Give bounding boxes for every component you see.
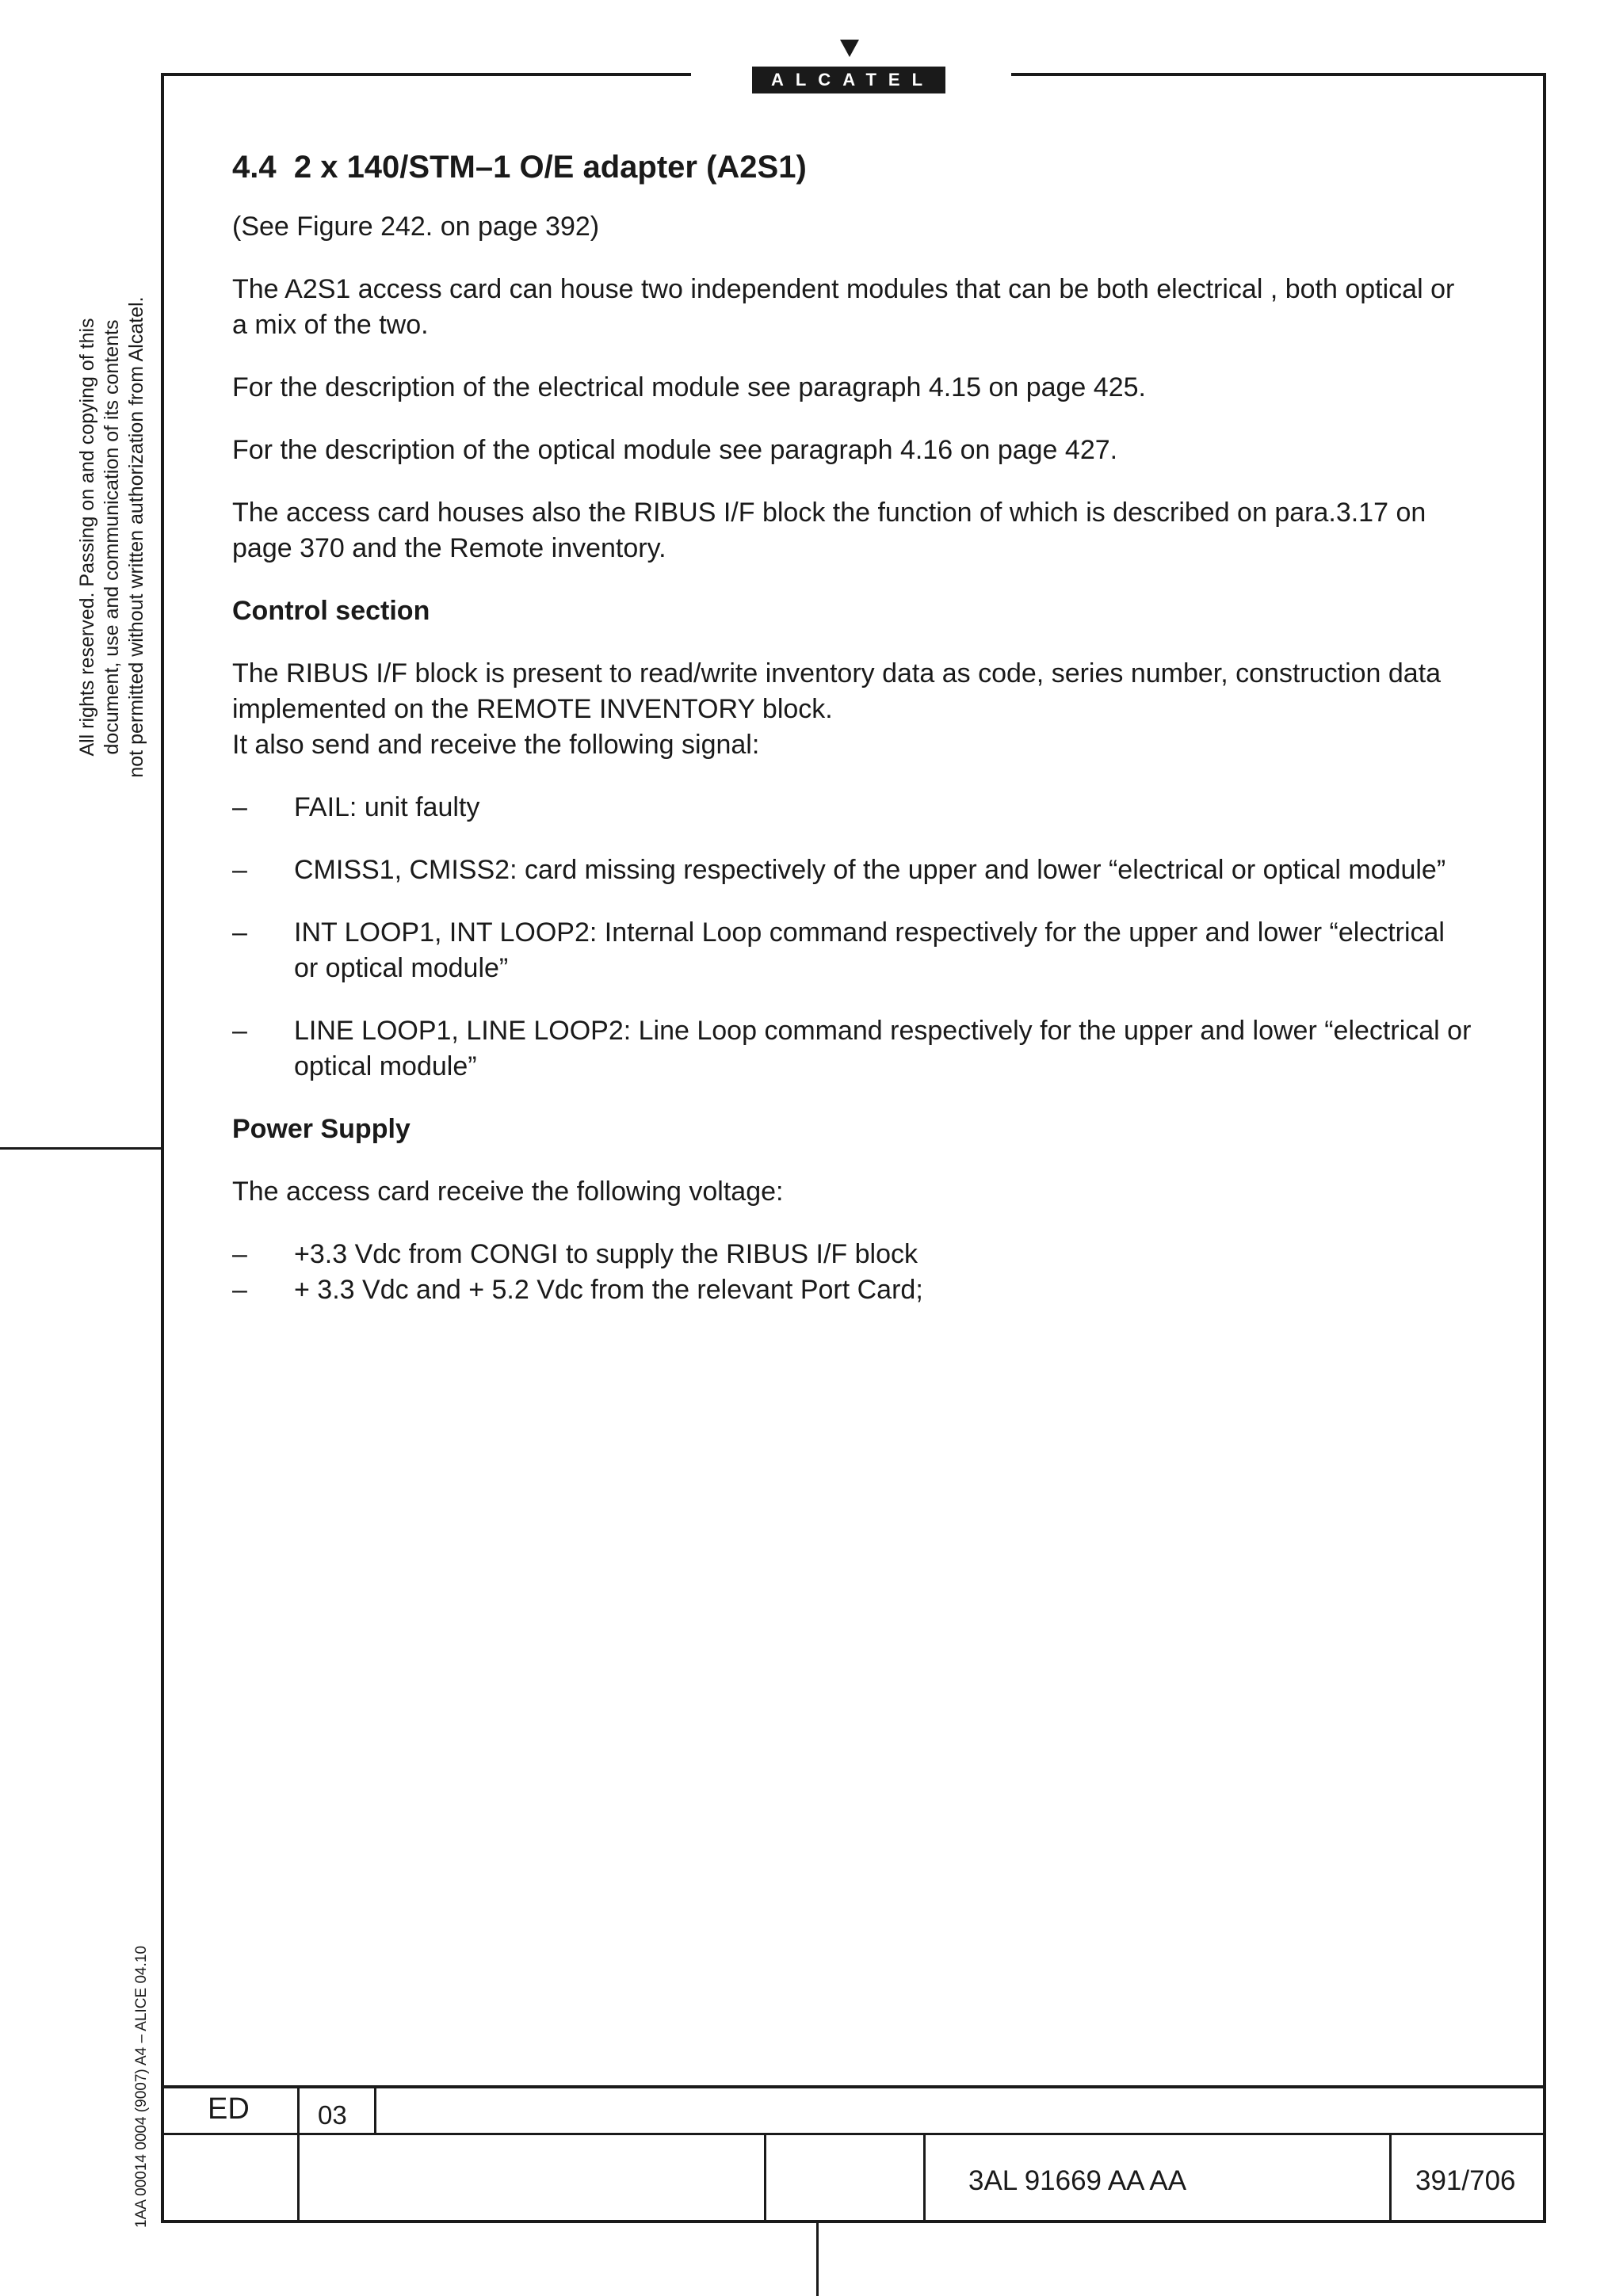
alcatel-logo bbox=[752, 67, 945, 93]
list-item-text: CMISS1, CMISS2: card missing respectively of the upper and lower “electrical or optical module” bbox=[294, 855, 1446, 885]
page-number: 391/706 bbox=[1415, 2165, 1516, 2196]
dash-bullet: – bbox=[232, 1016, 247, 1046]
bottom-center-mark bbox=[816, 2223, 819, 2296]
list-item-text: FAIL: unit faulty bbox=[294, 792, 480, 822]
logo-text: ALCATEL bbox=[770, 70, 935, 90]
footer-top-rule bbox=[161, 2085, 1546, 2088]
footer-mid-rule bbox=[161, 2133, 1546, 2135]
list-item bbox=[232, 790, 1473, 826]
list-item-text: + 3.3 Vdc and + 5.2 Vdc from the relevant Port Card; bbox=[294, 1275, 923, 1305]
section-number: 4.4 bbox=[232, 150, 277, 185]
frame-left bbox=[161, 73, 164, 2223]
main-content bbox=[232, 139, 1473, 1308]
control-text-line: The RIBUS I/F block is present to read/write inventory data as code, series number, construction data implemented on the REMOTE INVENTORY block. bbox=[232, 658, 1442, 724]
form-code: 1AA 00014 0004 (9007) A4 – ALICE 04.10 bbox=[133, 1945, 150, 2228]
section-heading bbox=[232, 147, 1473, 187]
frame-top-right bbox=[1011, 73, 1546, 76]
copyright-line: document, use and communication of its contents bbox=[101, 319, 123, 755]
section-title: 2 x 140/STM–1 O/E adapter (A2S1) bbox=[293, 150, 807, 185]
footer-divider-3 bbox=[923, 2133, 926, 2222]
power-supply-intro: The access card receive the following voltage: bbox=[232, 1177, 784, 1207]
copyright-line: not permitted without written authorization from Alcatel. bbox=[125, 296, 147, 778]
edition-label: ED bbox=[208, 2092, 250, 2126]
frame-top-left bbox=[161, 73, 691, 76]
footer-divider-ed bbox=[374, 2085, 376, 2134]
control-paragraph bbox=[232, 656, 1473, 763]
copyright-notice bbox=[75, 268, 149, 807]
list-item bbox=[232, 1272, 1473, 1308]
list-item bbox=[232, 852, 1473, 888]
edition-value: 03 bbox=[318, 2100, 347, 2130]
ribus-paragraph: The access card houses also the RIBUS I/F block the function of which is described on para.3.17 on page 370 and the Remote inventory. bbox=[232, 498, 1426, 563]
frame-right bbox=[1543, 73, 1546, 2223]
dash-bullet: – bbox=[232, 1239, 247, 1269]
intro-paragraph: The A2S1 access card can house two independent modules that can be both electrical , both optical or a mix of the two. bbox=[232, 274, 1455, 340]
dash-bullet: – bbox=[232, 792, 247, 822]
dash-bullet: – bbox=[232, 917, 247, 948]
copyright-line: All rights reserved. Passing on and copying of this bbox=[76, 318, 98, 757]
optical-reference: For the description of the optical module see paragraph 4.16 on page 427. bbox=[232, 435, 1118, 465]
list-item-text: LINE LOOP1, LINE LOOP2: Line Loop command respectively for the upper and lower “electrical or optical module” bbox=[294, 1016, 1472, 1081]
electrical-reference: For the description of the electrical module see paragraph 4.15 on page 425. bbox=[232, 372, 1146, 402]
list-item bbox=[232, 1013, 1473, 1085]
figure-reference: (See Figure 242. on page 392) bbox=[232, 212, 600, 242]
dash-bullet: – bbox=[232, 855, 247, 885]
list-item bbox=[232, 1237, 1473, 1272]
list-item-text: +3.3 Vdc from CONGI to supply the RIBUS I/F block bbox=[294, 1239, 918, 1269]
footer-divider-1 bbox=[297, 2085, 300, 2222]
list-item-text: INT LOOP1, INT LOOP2: Internal Loop command respectively for the upper and lower “electrical or optical module” bbox=[294, 917, 1445, 983]
control-section-heading: Control section bbox=[232, 596, 430, 626]
power-supply-heading: Power Supply bbox=[232, 1114, 411, 1144]
dash-bullet: – bbox=[232, 1275, 247, 1305]
footer-divider-4 bbox=[1389, 2133, 1392, 2222]
footer-divider-2 bbox=[764, 2133, 766, 2222]
list-item bbox=[232, 915, 1473, 986]
control-text-line: It also send and receive the following signal: bbox=[232, 730, 760, 760]
side-margin-mark bbox=[0, 1147, 161, 1150]
alcatel-triangle-icon bbox=[840, 40, 859, 57]
frame-bottom bbox=[161, 2220, 1546, 2223]
document-number: 3AL 91669 AA AA bbox=[968, 2165, 1187, 2196]
